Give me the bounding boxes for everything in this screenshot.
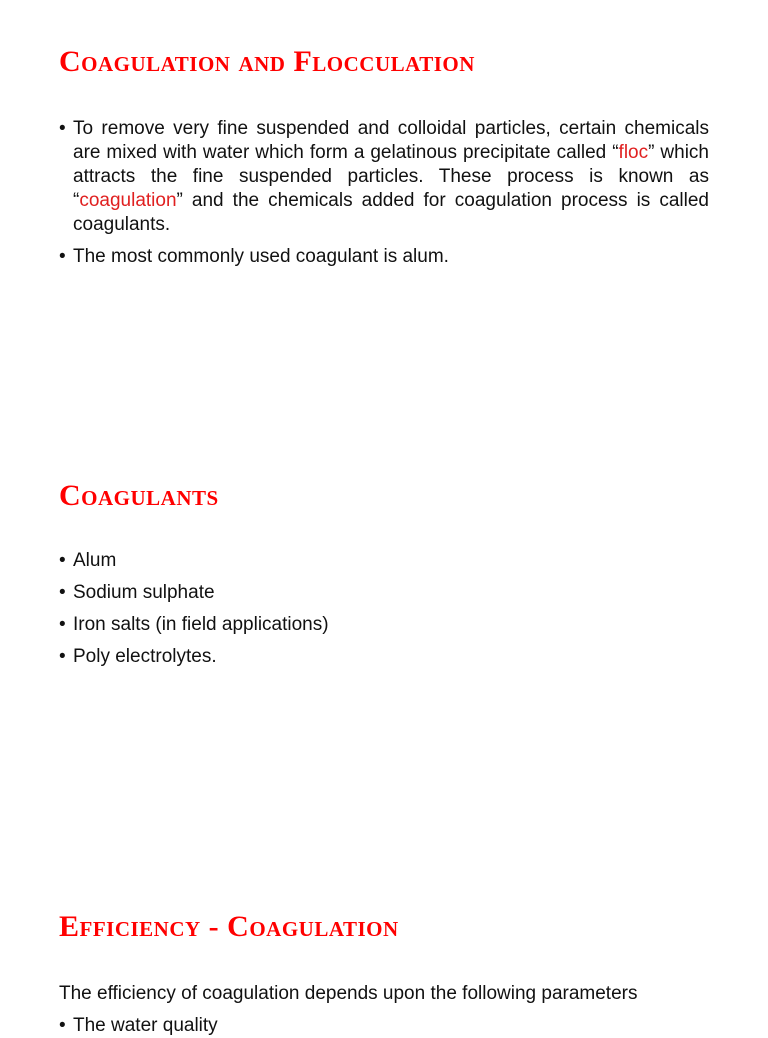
- bullet-item: [59, 117, 709, 237]
- section-title-efficiency-coagulation: Efficiency - Coagulation: [59, 910, 399, 943]
- highlight-coagulation: coagulation: [79, 190, 177, 211]
- highlight-floc: floc: [618, 142, 649, 163]
- bullet-item: • Sodium sulphate: [59, 581, 709, 605]
- section-title-coagulation-flocculation: Coagulation and Flocculation: [59, 45, 475, 78]
- bullet-text: To remove very fine suspended and colloidal particles, certain chemicals are mixed with water which form a gelatinous precipitate called “: [73, 118, 709, 163]
- section-body-coagulants: [59, 549, 709, 677]
- section-body-coagulation-flocculation: [59, 117, 709, 269]
- section-body-efficiency: [59, 1014, 218, 1038]
- bullet-item: • Iron salts (in field applications): [59, 613, 709, 637]
- section-title-coagulants: Coagulants: [59, 479, 219, 512]
- bullet-item: • Alum: [59, 549, 709, 573]
- bullet-item: • The most commonly used coagulant is alum.: [59, 245, 709, 269]
- bullet-item: • Poly electrolytes.: [59, 645, 709, 669]
- bullet-text: ” and the chemicals added for coagulation process is called coagulants.: [73, 190, 709, 235]
- bullet-item: • The water quality: [59, 1014, 218, 1038]
- bullet-text: ” which attracts the fine suspended particles. These process is known as “: [73, 142, 710, 211]
- section-intro: The efficiency of coagulation depends upon the following parameters: [59, 983, 638, 1004]
